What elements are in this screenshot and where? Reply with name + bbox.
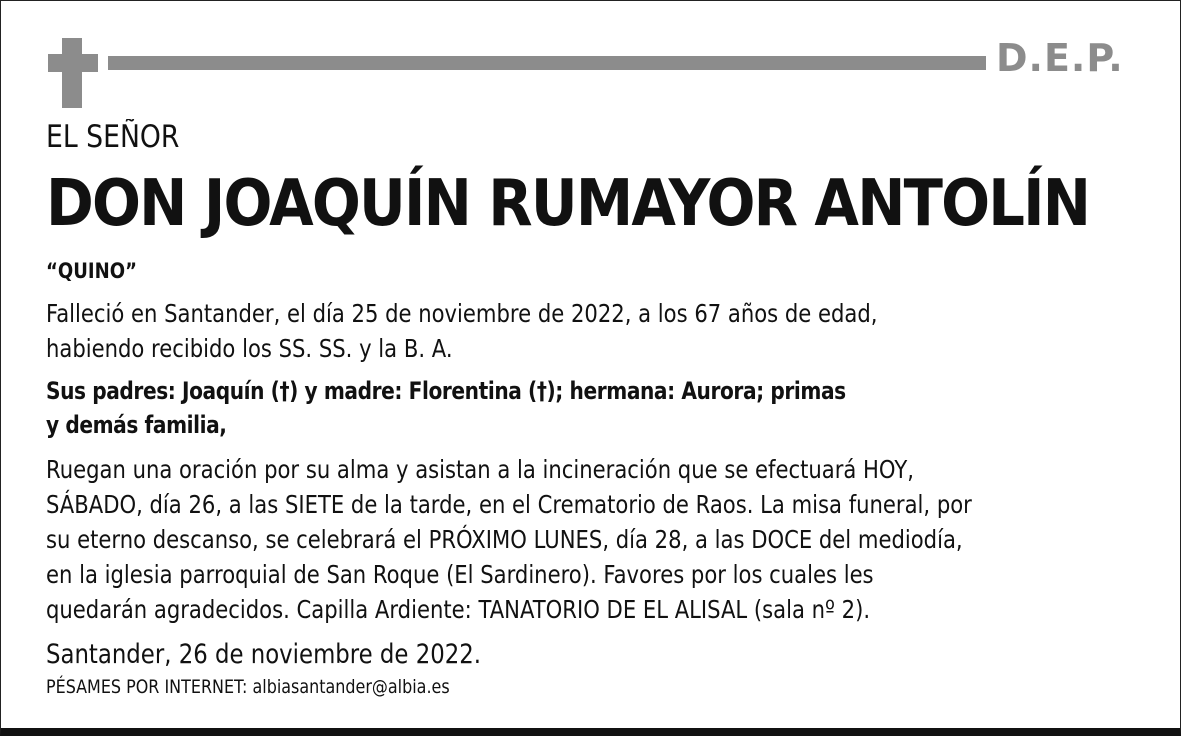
service-request-line: quedarán agradecidos. Capilla Ardiente: TANATORIO DE EL ALISAL (sala nº 2). xyxy=(46,595,871,624)
service-request xyxy=(46,452,972,627)
place-date: Santander, 26 de noviembre de 2022. xyxy=(46,639,482,670)
family-statement-line: y demás familia, xyxy=(46,411,227,439)
service-request-line: Ruegan una oración por su alma y asistan a la incineración que se efectuará HOY, xyxy=(46,455,915,484)
deceased-nickname: “QUINO” xyxy=(46,259,137,283)
death-statement-line: habiendo recibido los SS. SS. y la B. A. xyxy=(46,334,453,363)
service-request-line: en la iglesia parroquial de San Roque (El Sardinero). Favores por los cuales les xyxy=(46,560,874,589)
cross-icon-bar xyxy=(48,54,98,72)
death-statement xyxy=(46,296,878,366)
header-rule xyxy=(108,56,986,70)
death-statement-line: Falleció en Santander, el día 25 de noviembre de 2022, a los 67 años de edad, xyxy=(46,299,878,328)
condolences-contact: PÉSAMES POR INTERNET: albiasantander@albia.es xyxy=(46,676,450,698)
service-request-line: SÁBADO, día 26, a las SIETE de la tarde, en el Crematorio de Raos. La misa funeral, por xyxy=(46,490,972,519)
dep-heading: D.E.P. xyxy=(996,36,1124,80)
family-statement xyxy=(46,374,846,442)
family-statement-line: Sus padres: Joaquín (†) y madre: Florentina (†); hermana: Aurora; primas xyxy=(46,377,846,405)
service-request-line: su eterno descanso, se celebrará el PRÓXIMO LUNES, día 28, a las DOCE del mediodía, xyxy=(46,525,963,554)
notice-title: EL SEÑOR xyxy=(46,119,180,155)
cross-icon xyxy=(62,38,82,108)
deceased-name: DON JOAQUÍN RUMAYOR ANTOLÍN xyxy=(46,167,1090,241)
